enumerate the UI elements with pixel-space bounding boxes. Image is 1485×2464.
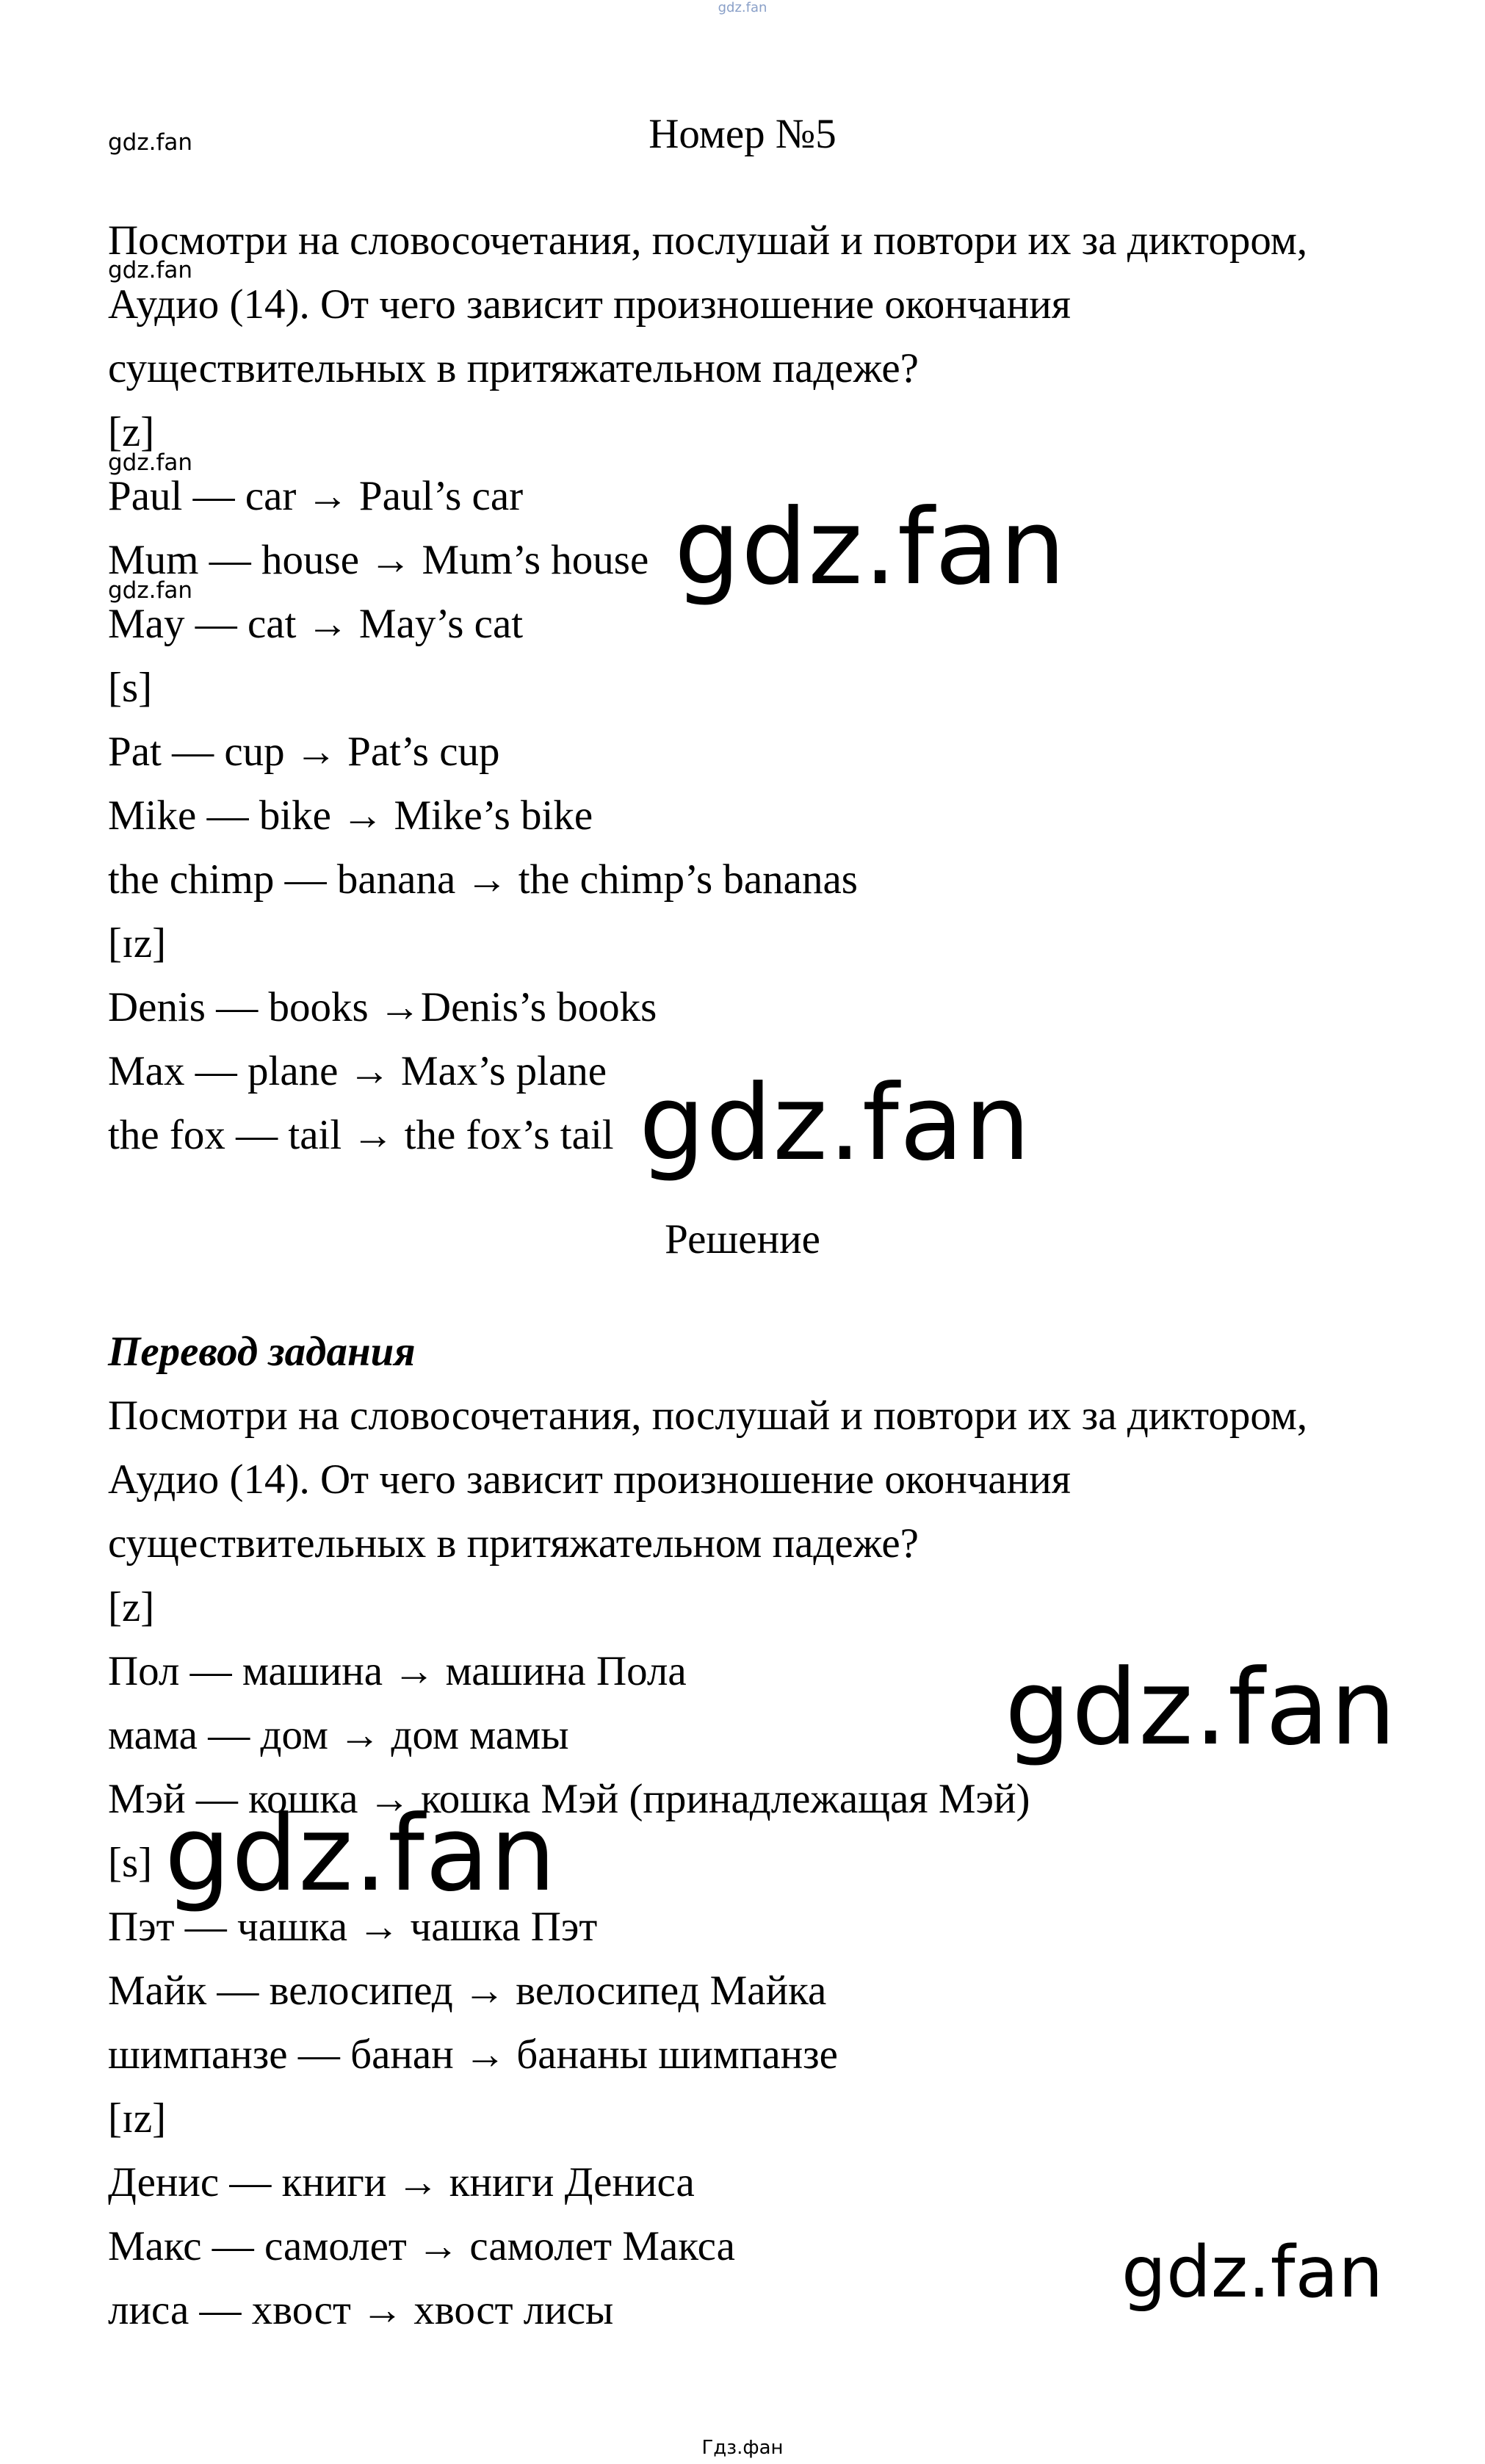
translation-line: Пэт — чашка → чашка Пэт bbox=[108, 1904, 598, 1950]
watermark-top: gdz.fan bbox=[718, 0, 767, 15]
translation-sound-iz: [ɪz] bbox=[108, 2095, 167, 2142]
translation-line: Денис — книги → книги Дениса bbox=[108, 2159, 695, 2205]
page-title: Номер №5 bbox=[648, 111, 837, 157]
watermark-big: gdz.fan bbox=[1121, 2231, 1384, 2313]
translation-intro-line-1: Посмотри на словосочетания, послушай и повтори их за диктором, bbox=[108, 1392, 1308, 1439]
task-line: Mum — house → Mum’s house bbox=[108, 537, 649, 583]
solution-heading: Решение bbox=[665, 1216, 820, 1262]
task-line: Max — plane → Max’s plane bbox=[108, 1048, 607, 1094]
sound-label-iz: [ɪz] bbox=[108, 920, 167, 967]
task-line: Mike — bike → Mike’s bike bbox=[108, 792, 593, 839]
translation-line: шимпанзе — банан → бананы шимпанзе bbox=[108, 2031, 838, 2078]
translation-line: Мэй — кошка → кошка Мэй (принадлежащая Мэй) bbox=[108, 1776, 1030, 1822]
task-intro-line-2: Аудио (14). От чего зависит произношение окончания bbox=[108, 281, 1071, 328]
task-line: Denis — books →Denis’s books bbox=[108, 984, 657, 1030]
watermark-bottom: Гдз.фан bbox=[701, 2437, 784, 2459]
translation-line: мама — дом → дом мамы bbox=[108, 1712, 569, 1758]
task-line: the chimp — banana → the chimp’s bananas bbox=[108, 856, 858, 903]
translation-sound-s: [s] bbox=[108, 1840, 153, 1886]
sound-label-z: [z] bbox=[108, 409, 155, 455]
translation-line: Майк — велосипед → велосипед Майка bbox=[108, 1968, 827, 2014]
sound-label-s: [s] bbox=[108, 665, 153, 711]
translation-sound-z: [z] bbox=[108, 1584, 155, 1630]
watermark-small: gdz.fan bbox=[108, 577, 193, 604]
task-line: May — cat → May’s cat bbox=[108, 601, 524, 647]
watermark-big: gdz.fan bbox=[165, 1793, 557, 1915]
task-intro-line-3: существительных в притяжательном падеже? bbox=[108, 345, 919, 391]
task-line: the fox — tail → the fox’s tail bbox=[108, 1112, 614, 1158]
watermark-big: gdz.fan bbox=[639, 1063, 1031, 1184]
translation-heading: Перевод задания bbox=[108, 1329, 416, 1375]
task-intro-line-1: Посмотри на словосочетания, послушай и повтори их за диктором, bbox=[108, 217, 1308, 264]
translation-line: лиса — хвост → хвост лисы bbox=[108, 2287, 614, 2333]
translation-intro-line-2: Аудио (14). От чего зависит произношение окончания bbox=[108, 1456, 1071, 1503]
task-line: Paul — car → Paul’s car bbox=[108, 473, 524, 519]
watermark-big: gdz.fan bbox=[674, 487, 1066, 608]
translation-line: Пол — машина → машина Пола bbox=[108, 1648, 687, 1694]
task-line: Pat — cup → Pat’s cup bbox=[108, 729, 500, 775]
translation-intro-line-3: существительных в притяжательном падеже? bbox=[108, 1520, 919, 1567]
watermark-small: gdz.fan bbox=[108, 257, 193, 283]
watermark-small: gdz.fan bbox=[108, 129, 193, 156]
watermark-small: gdz.fan bbox=[108, 449, 193, 476]
translation-line: Макс — самолет → самолет Макса bbox=[108, 2223, 735, 2269]
watermark-big: gdz.fan bbox=[1005, 1647, 1397, 1768]
